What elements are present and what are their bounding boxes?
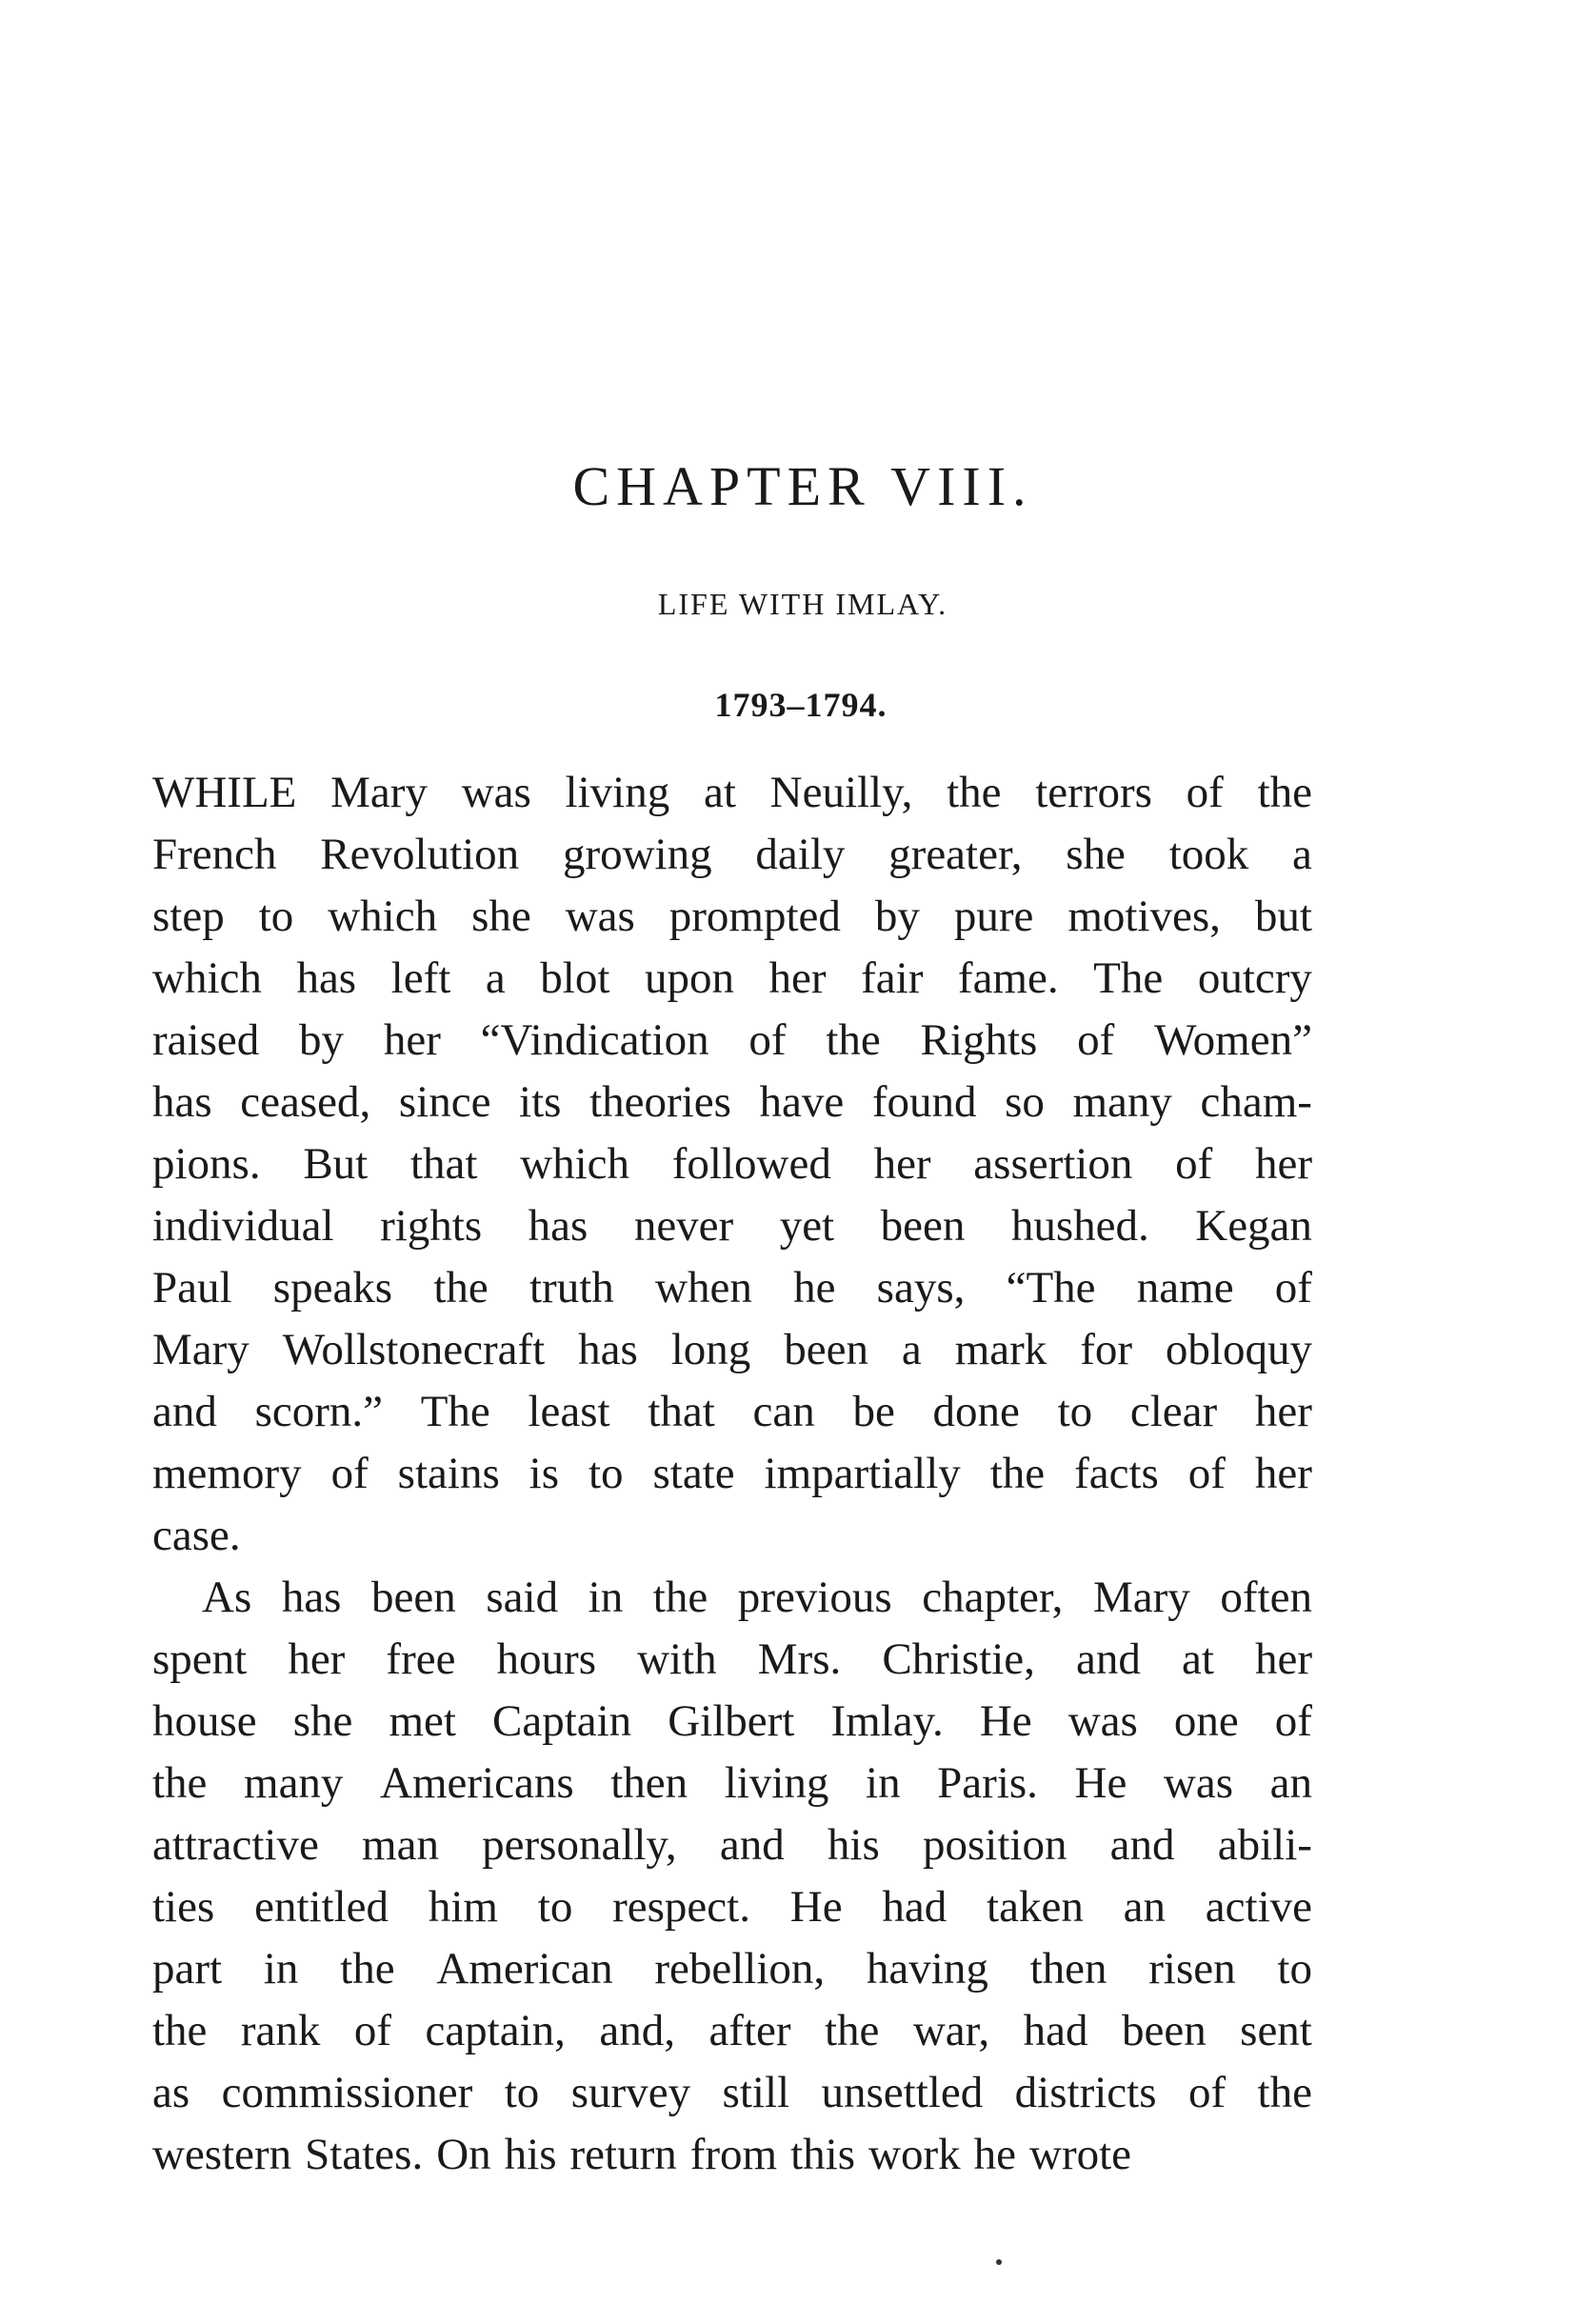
text-line: ties entitled him to respect. He had taken an active (152, 1882, 1312, 1932)
text-line: memory of stains is to state impartially the facts of her (152, 1449, 1312, 1498)
text-line: step to which she was prompted by pure motives, but (152, 892, 1312, 941)
text-line: case. (152, 1511, 241, 1560)
text-line: part in the American rebellion, having then risen to (152, 1944, 1312, 1994)
text-line: attractive man personally, and his position and abili- (152, 1820, 1312, 1870)
text-line: and scorn.” The least that can be done to clear her (152, 1387, 1312, 1436)
text-line: which has left a blot upon her fair fame. The outcry (152, 953, 1312, 1003)
text-line: western States. On his return from this work he wrote (152, 2130, 1132, 2179)
text-line: pions. But that which followed her assertion of her (152, 1139, 1312, 1189)
text-line: As has been said in the previous chapter, Mary often (202, 1573, 1312, 1622)
chapter-subtitle: LIFE WITH IMLAY. (657, 587, 948, 621)
text-line: spent her free hours with Mrs. Christie, and at her (152, 1634, 1312, 1684)
text-line: Mary Wollstonecraft has long been a mark for obloquy (152, 1325, 1312, 1374)
text-line: the rank of captain, and, after the war, had been sent (152, 2006, 1312, 2055)
chapter-title: CHAPTER VIII. (572, 455, 1033, 517)
text-line: the many Americans then living in Paris. He was an (152, 1758, 1312, 1808)
text-line: house she met Captain Gilbert Imlay. He was one of (152, 1696, 1312, 1746)
text-line: raised by her “Vindication of the Rights of Women” (152, 1015, 1312, 1065)
text-line: as commissioner to survey still unsettled districts of the (152, 2068, 1312, 2117)
text-line: French Revolution growing daily greater, she took a (152, 830, 1312, 879)
text-line: has ceased, since its theories have found so many cham- (152, 1077, 1312, 1127)
body-text (152, 762, 1312, 2186)
text-line: WHILE Mary was living at Neuilly, the terrors of the (152, 768, 1312, 817)
text-line: Paul speaks the truth when he says, “The name of (152, 1263, 1312, 1313)
chapter-years: 1793–1794. (714, 686, 888, 724)
text-line: individual rights has never yet been hushed. Kegan (152, 1201, 1312, 1251)
page-speck (996, 2259, 1002, 2265)
